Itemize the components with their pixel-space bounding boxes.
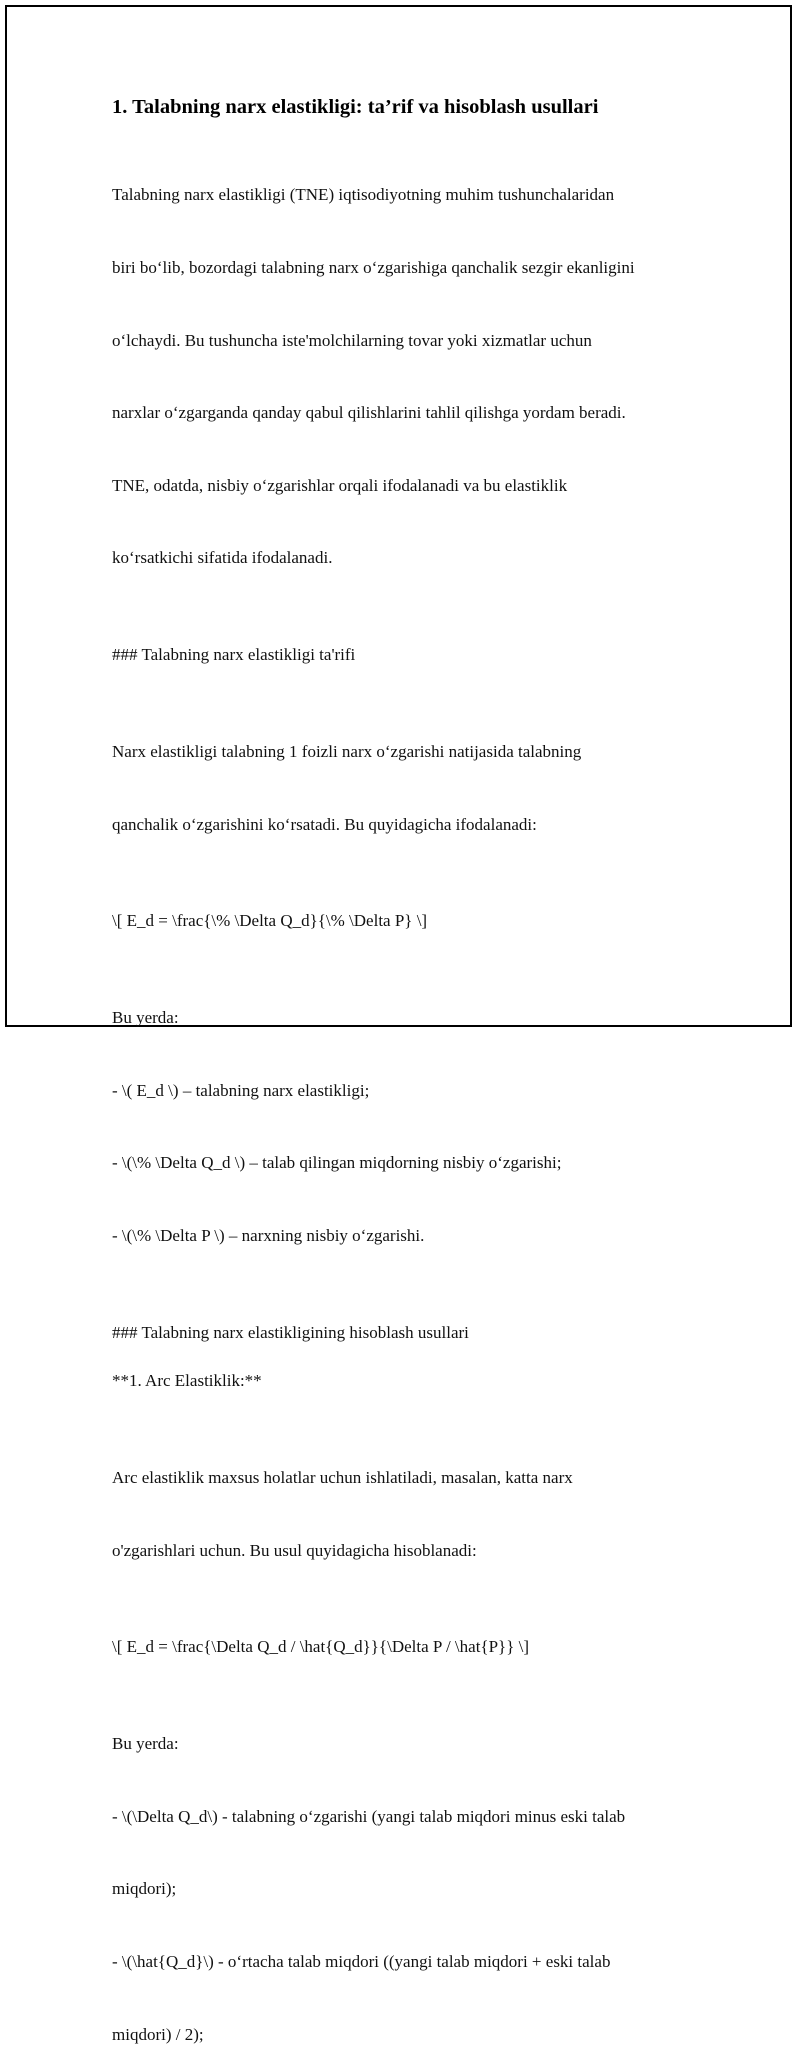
text-line: Talabning narx elastikligi (TNE) iqtisodiyotning muhim tushunchalaridan	[112, 185, 615, 205]
list-item: - \(\% \Delta P \) – narxning nisbiy o‘zgarishi.	[112, 1226, 425, 1246]
text-line: Arc elastiklik maxsus holatlar uchun ishlatiladi, masalan, katta narx	[112, 1468, 573, 1488]
text-line: Narx elastikligi talabning 1 foizli narx o‘zgarishi natijasida talabning	[112, 742, 582, 762]
text-line: miqdori) / 2);	[112, 2024, 204, 2044]
section-heading-methods: ### Talabning narx elastikligining hisoblash usullari	[112, 1322, 469, 1342]
list-item: - \( E_d \) – talabning narx elastikligi;	[112, 1080, 370, 1100]
arc-paragraph	[112, 1418, 702, 1612]
text-line: o‘lchaydi. Bu tushuncha iste'molchilarning tovar yoki xizmatlar uchun	[112, 330, 592, 350]
formula-arc-elasticity: \[ E_d = \frac{\Delta Q_d / \hat{Q_d}}{\Delta P / \hat{P}} \]	[112, 1637, 529, 1657]
list-item: - \(\hat{Q_d}\) - o‘rtacha talab miqdori ((yangi talab miqdori + eski talab	[112, 1952, 611, 1972]
subheading-arc-elasticity: **1. Arc Elastiklik:**	[112, 1371, 262, 1391]
definition-paragraph	[112, 692, 702, 886]
text-line: Bu yerda:	[112, 1734, 179, 1754]
list-item: - \(\Delta Q_d\) - talabning o‘zgarishi (yangi talab miqdori minus eski talab	[112, 1806, 626, 1826]
text-line: narxlar o‘zgarganda qanday qabul qilishlarini tahlil qilishga yordam beradi.	[112, 403, 626, 423]
text-line: ko‘rsatkichi sifatida ifodalanadi.	[112, 548, 333, 568]
intro-paragraph	[112, 135, 702, 619]
text-line: miqdori);	[112, 1879, 177, 1899]
where-list-1	[112, 958, 702, 1297]
text-line: qanchalik o‘zgarishini ko‘rsatadi. Bu quyidagicha ifodalanadi:	[112, 814, 537, 834]
text-line: o'zgarishlari uchun. Bu usul quyidagicha hisoblanadi:	[112, 1540, 477, 1560]
where-list-2	[112, 1684, 702, 2070]
text-line: Bu yerda:	[112, 1008, 179, 1028]
document-body	[112, 94, 702, 2070]
section-heading-definition: ### Talabning narx elastikligi ta'rifi	[112, 645, 356, 665]
text-line: biri bo‘lib, bozordagi talabning narx o‘zgarishiga qanchalik sezgir ekanligini	[112, 258, 635, 278]
page-title: 1. Talabning narx elastikligi: ta’rif va hisoblash usullari	[112, 96, 599, 118]
formula-elasticity: \[ E_d = \frac{\% \Delta Q_d}{\% \Delta P} \]	[112, 911, 428, 931]
list-item: - \(\% \Delta Q_d \) – talab qilingan miqdorning nisbiy o‘zgarishi;	[112, 1153, 562, 1173]
text-line: TNE, odatda, nisbiy o‘zgarishlar orqali ifodalanadi va bu elastiklik	[112, 475, 568, 495]
